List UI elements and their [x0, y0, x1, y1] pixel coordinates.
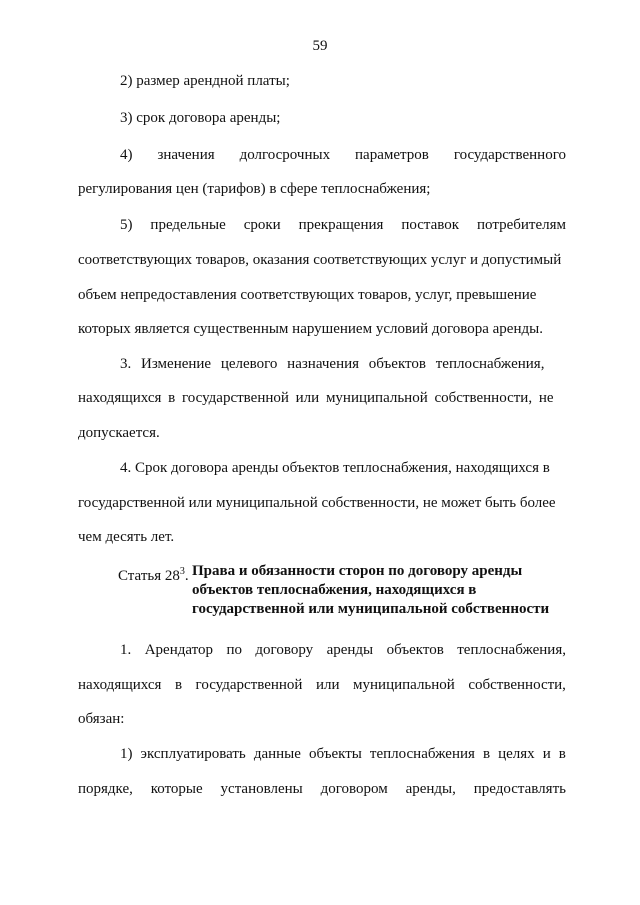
article-title-line-2: объектов теплоснабжения, находящихся в	[192, 582, 477, 598]
word: в	[482, 746, 491, 762]
article-title-line-1: Права и обязанности сторон по договору аренды	[192, 563, 523, 579]
word: параметров	[355, 147, 429, 163]
word: объектов	[386, 642, 444, 658]
word: установлены	[220, 781, 303, 797]
article-paragraph-1-line-3: обязан:	[78, 711, 125, 727]
word: государственного	[453, 147, 566, 163]
paragraph-3-line-2: находящихся в государственной или муниципальной собственности, не	[78, 390, 554, 406]
word: объекты	[308, 746, 362, 762]
paragraph-4-line-3: чем десять лет.	[78, 529, 175, 545]
article-label-suffix: .	[184, 568, 189, 584]
word: Арендатор	[144, 642, 213, 658]
word: муниципальной	[353, 677, 455, 693]
list-item-3: 3) срок договора аренды;	[120, 110, 281, 126]
word: собственности,	[468, 677, 566, 693]
paragraph-4-line-1: 4. Срок договора аренды объектов теплоснабжения, находящихся в	[120, 460, 550, 476]
word: прекращения	[298, 217, 384, 233]
word: государственной	[195, 677, 303, 693]
list-item-5-line-2: соответствующих товаров, оказания соответствующих услуг и допустимый	[78, 252, 562, 268]
article-label-prefix: Статья 28	[118, 568, 180, 584]
word: предоставлять	[473, 781, 566, 797]
word: теплоснабжения	[369, 746, 475, 762]
word: договором	[320, 781, 388, 797]
paragraph-3-line-1: 3. Изменение целевого назначения объектов теплоснабжения,	[120, 356, 545, 372]
word: данные	[253, 746, 301, 762]
word: потребителям	[477, 217, 566, 233]
word: или	[315, 677, 340, 693]
word: договору	[255, 642, 314, 658]
word: в	[558, 746, 566, 762]
word: долгосрочных	[239, 147, 331, 163]
article-title-line-3: государственной или муниципальной собственности	[192, 601, 550, 617]
word: по	[226, 642, 242, 658]
article-paragraph-1-line-2	[78, 676, 566, 694]
word: 1)	[120, 746, 133, 762]
list-item-2: 2) размер арендной платы;	[120, 73, 290, 89]
word: и	[542, 746, 551, 762]
word: в	[174, 677, 183, 693]
word: находящихся	[78, 677, 162, 693]
word: значения	[157, 147, 215, 163]
list-item-5-line-4: которых является существенным нарушением условий договора аренды.	[78, 321, 543, 337]
word: 5)	[120, 217, 133, 233]
word: эксплуатировать	[140, 746, 246, 762]
word: поставок	[401, 217, 460, 233]
word: 4)	[120, 147, 133, 163]
article-label	[118, 562, 189, 586]
paragraph-4-line-2: государственной или муниципальной собственности, не может быть более	[78, 495, 556, 511]
article-label-superscript: 3	[179, 566, 185, 577]
list-item-4-line-2: регулирования цен (тарифов) в сфере теплоснабжения;	[78, 181, 431, 197]
word: 1.	[120, 642, 132, 658]
word: предельные	[150, 217, 226, 233]
paragraph-3-line-3: допускается.	[78, 425, 160, 441]
word: аренды	[326, 642, 374, 658]
list-item-4-line-1	[120, 146, 566, 164]
article-item-1-line-2	[78, 780, 566, 798]
word: теплоснабжения,	[457, 642, 566, 658]
word: которые	[150, 781, 203, 797]
list-item-5-line-3: объем непредоставления соответствующих товаров, услуг, превышение	[78, 287, 537, 303]
word: порядке,	[78, 781, 133, 797]
article-title	[192, 562, 592, 619]
article-item-1-line-1	[120, 745, 566, 763]
word: аренды,	[405, 781, 456, 797]
word: целях	[498, 746, 535, 762]
list-item-5-line-1	[120, 216, 566, 234]
page-number: 59	[312, 38, 328, 54]
word: сроки	[243, 217, 281, 233]
article-paragraph-1-line-1	[120, 641, 566, 659]
